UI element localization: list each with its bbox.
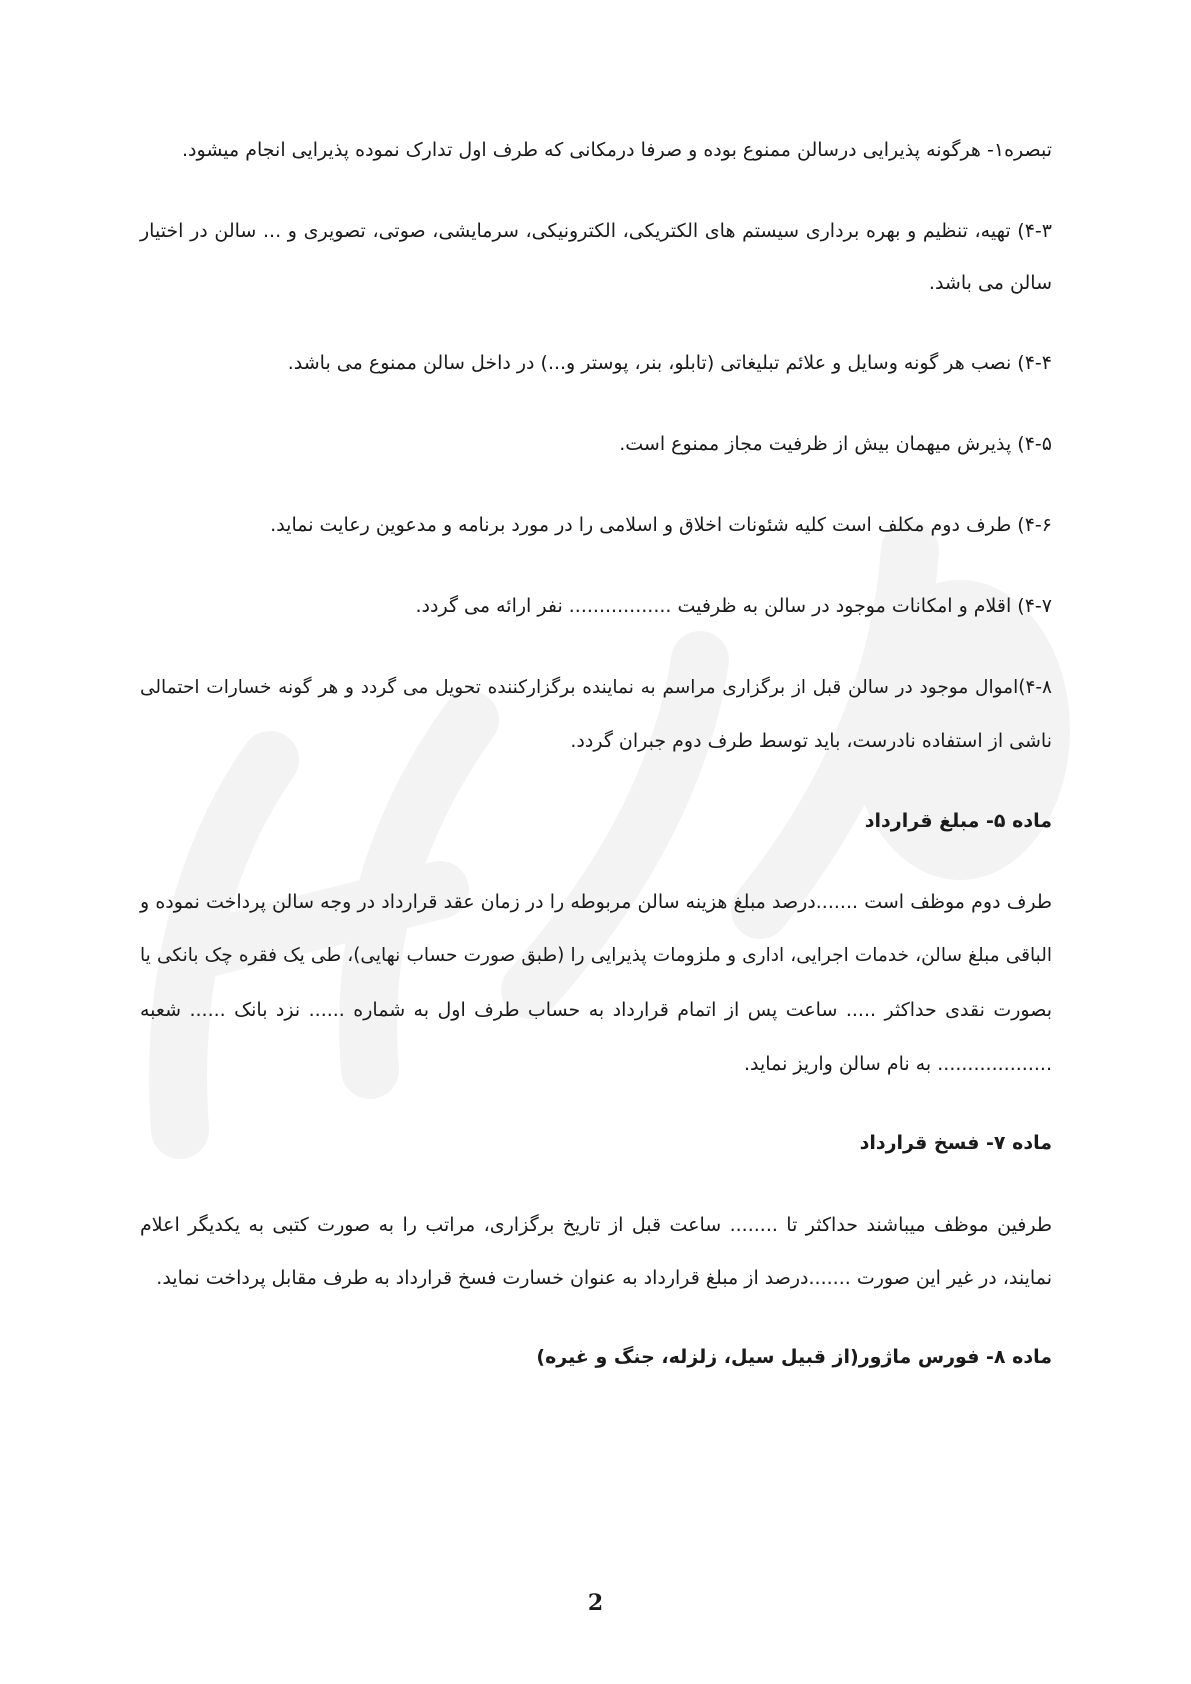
clause-4-3-line-1: ۴-۳) تهیه، تنظیم و بهره برداری سیستم های الکتریکی، الکترونیکی، سرمایشی، صوتی، تصویری و ... سالن در اختیار bbox=[140, 220, 1052, 242]
document-body bbox=[140, 0, 1052, 1684]
clause-4-3-line-2: سالن می باشد. bbox=[928, 272, 1052, 294]
article-8-heading: ماده ۸- فورس ماژور(از قبیل سیل، زلزله، جنگ و غیره) bbox=[536, 1346, 1052, 1368]
note-1-line: تبصره۱- هرگونه پذیرایی درسالن ممنوع بوده و صرفا درمکانی که طرف اول تدارک نموده پذیرایی انجام میشود. bbox=[182, 139, 1052, 161]
clause-4-5-line: ۴-۵) پذیرش میهمان بیش از ظرفیت مجاز ممنوع است. bbox=[619, 433, 1052, 455]
article-5-line-4: ................... به نام سالن واریز نماید. bbox=[744, 1053, 1052, 1075]
article-5-line-2: الباقی مبلغ سالن، خدمات اجرایی، اداری و ملزومات پذیرایی را (طبق صورت حساب نهایی)، طی یک فقره چک بانکی یا bbox=[140, 945, 1052, 966]
article-7-line-1: طرفین موظف میباشند حداکثر تا ........ ساعت قبل از تاریخ برگزاری، مراتب را به صورت کتبی به یکدیگر اعلام bbox=[140, 1214, 1052, 1236]
article-7-line-2: نمایند، در غیر این صورت .......درصد از مبلغ قرارداد به عنوان خسارت فسخ قرارداد به طرف مقابل پرداخت نماید. bbox=[156, 1267, 1052, 1289]
clause-4-8-line-2: ناشی از استفاده نادرست، باید توسط طرف دوم جبران گردد. bbox=[570, 730, 1052, 752]
clause-4-8-line-1: ۴-۸)اموال موجود در سالن قبل از برگزاری مراسم به نماینده برگزارکننده تحویل می گردد و هر گونه خسارات احتمالی bbox=[140, 677, 1052, 698]
clause-4-6-line: ۴-۶) طرف دوم مکلف است کلیه شئونات اخلاق و اسلامی را در مورد برنامه و مدعوین رعایت نماید. bbox=[270, 514, 1052, 536]
article-7-heading: ماده ۷- فسخ قرارداد bbox=[859, 1132, 1052, 1154]
clause-4-4-line: ۴-۴) نصب هر گونه وسایل و علائم تبلیغاتی (تابلو، بنر، پوستر و...) در داخل سالن ممنوع می باشد. bbox=[287, 352, 1052, 374]
article-5-line-3: بصورت نقدی حداکثر ..... ساعت پس از اتمام قرارداد به حساب طرف اول به شماره ...... نزد بانک ...... شعبه bbox=[140, 999, 1052, 1021]
article-5-line-1: طرف دوم موظف است .......درصد مبلغ هزینه سالن مربوطه را در زمان عقد قرارداد در وجه سالن پرداخت نموده و bbox=[140, 891, 1052, 913]
article-5-heading: ماده ۵- مبلغ قرارداد bbox=[864, 810, 1052, 832]
page-number: 2 bbox=[587, 1590, 604, 1616]
clause-4-7-line: ۴-۷) اقلام و امکانات موجود در سالن به ظرفیت ................. نفر ارائه می گردد. bbox=[415, 595, 1052, 617]
